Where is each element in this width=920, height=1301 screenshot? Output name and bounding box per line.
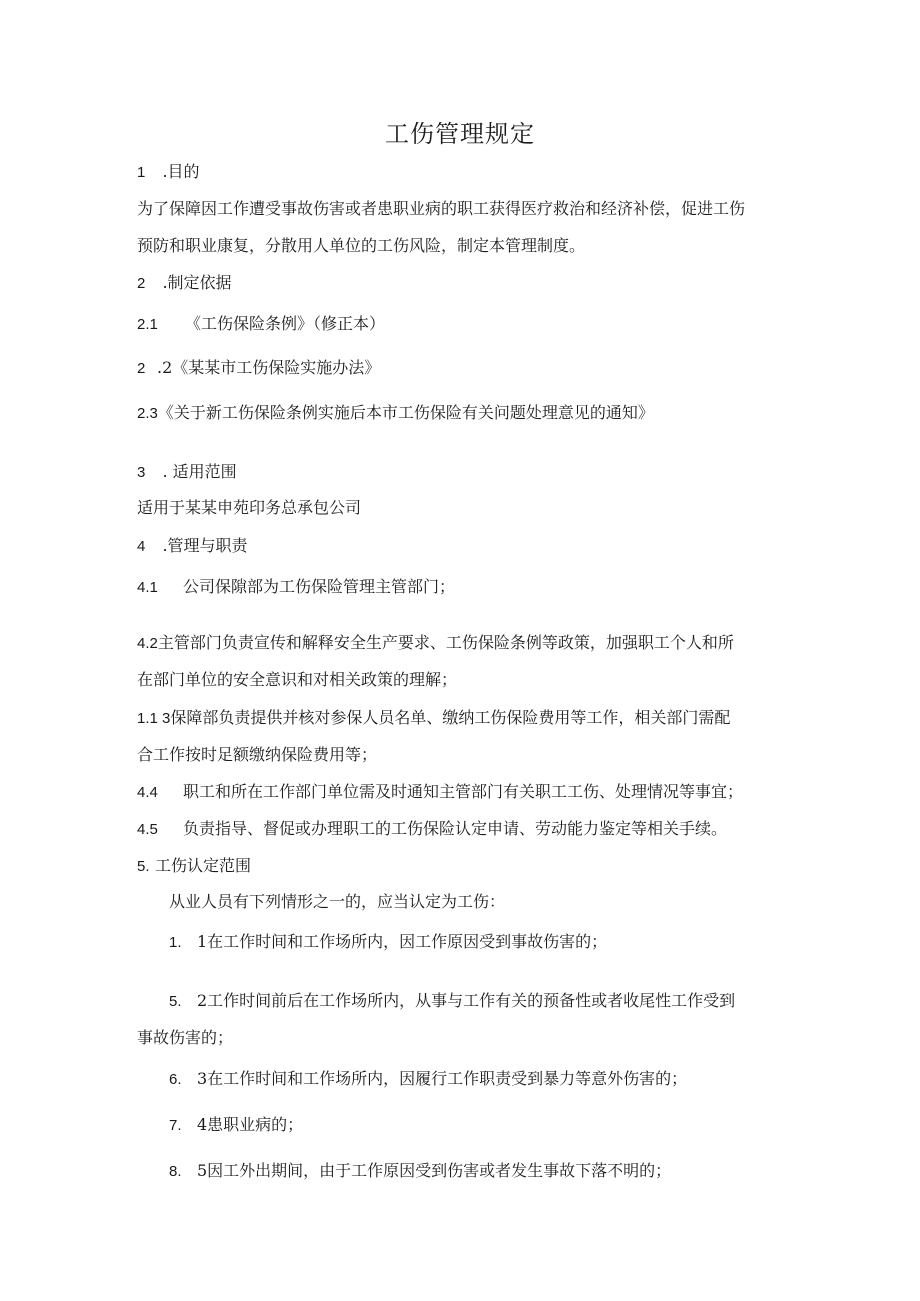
list-item <box>169 1161 671 1182</box>
item-text: 3在工作时间和工作场所内，因履行工作职责受到暴力等意外伤害的； <box>197 1069 688 1088</box>
duty-item <box>137 577 455 598</box>
section-2-heading <box>137 273 232 294</box>
basis-item <box>137 358 380 379</box>
paragraph-line: 适用于某某申苑印务总承包公司 <box>137 498 362 517</box>
section-1-heading <box>137 162 200 183</box>
section-4-heading <box>137 536 248 557</box>
item-number: 4.5 <box>137 821 158 838</box>
paragraph-line: 合工作按时足额缴纳保险费用等； <box>137 745 378 764</box>
paragraph-line: 预防和职业康复，分散用人单位的工伤风险，制定本管理制度。 <box>137 236 586 255</box>
item-number: 4.2 <box>137 635 158 652</box>
list-item <box>169 991 735 1012</box>
item-number: 5. <box>169 993 182 1010</box>
duty-item <box>137 708 730 729</box>
section-number: 3 <box>137 464 146 481</box>
item-text: 公司保隙部为工伤保险管理主管部门； <box>183 577 456 596</box>
item-text: 2工作时间前后在工作场所内，从事与工作有关的预备性或者收尾性工作受到 <box>197 991 736 1010</box>
item-text: 负责指导、督促或办理职工的工伤保险认定申请、劳动能力鉴定等相关手续。 <box>183 819 728 838</box>
item-number: 4.4 <box>137 784 158 801</box>
list-item <box>169 932 607 953</box>
item-text: 保障部负责提供并核对参保人员名单、缴纳工伤保险费用等工作，相关部门需配 <box>170 708 731 727</box>
document-title: 工伤管理规定 <box>385 120 535 148</box>
paragraph-line: 从业人员有下列情形之一的，应当认定为工伤： <box>169 892 506 911</box>
item-text: 《工伤保险条例》（修正本） <box>185 314 386 333</box>
duty-item <box>137 633 734 654</box>
item-text: .2《某某市工伤保险实施办法》 <box>157 358 381 377</box>
basis-item <box>137 314 385 335</box>
item-number: 6. <box>169 1071 182 1088</box>
section-number: 1 <box>137 164 146 181</box>
section-label: . 适用范围 <box>162 462 237 481</box>
item-number: 2.3 <box>137 405 158 422</box>
list-item <box>169 1069 687 1090</box>
paragraph-line: 为了保障因工作遭受事故伤害或者患职业病的职工获得医疗救治和经济补偿，促进工伤 <box>137 199 746 218</box>
item-number: 2.1 <box>137 316 158 333</box>
item-text: 5因工外出期间，由于工作原因受到伤害或者发生事故下落不明的； <box>197 1161 672 1180</box>
item-number: 1.1 3 <box>137 710 171 727</box>
item-number: 8. <box>169 1163 182 1180</box>
duty-item <box>137 782 743 803</box>
item-text: 主管部门负责宣传和解释安全生产要求、工伤保险条例等政策，加强职工个人和所 <box>157 633 734 652</box>
section-label: .制定依据 <box>162 273 232 292</box>
section-label: .管理与职责 <box>162 536 248 555</box>
item-number: 2 <box>137 360 146 377</box>
section-number: 2 <box>137 275 146 292</box>
section-5-heading <box>137 856 251 877</box>
item-number: 1. <box>169 934 182 951</box>
duty-item <box>137 819 727 840</box>
basis-item <box>137 403 654 424</box>
section-3-heading <box>137 462 237 483</box>
list-item <box>169 1115 303 1136</box>
item-number: 4.1 <box>137 579 158 596</box>
item-text: 4患职业病的； <box>197 1115 304 1134</box>
section-number: 5. <box>137 858 150 875</box>
item-text: 《关于新工伤保险条例实施后本市工伤保险有关问题处理意见的通知》 <box>157 403 654 422</box>
section-label: .目的 <box>162 162 200 181</box>
paragraph-line: 事故伤害的； <box>137 1028 234 1047</box>
paragraph-line: 在部门单位的安全意识和对相关政策的理解； <box>137 670 458 689</box>
item-text: 职工和所在工作部门单位需及时通知主管部门有关职工工伤、处理情况等事宜； <box>183 782 744 801</box>
item-text: 1在工作时间和工作场所内，因工作原因受到事故伤害的； <box>197 932 608 951</box>
item-number: 7. <box>169 1117 182 1134</box>
section-number: 4 <box>137 538 146 555</box>
section-label: 工伤认定范围 <box>155 856 252 875</box>
